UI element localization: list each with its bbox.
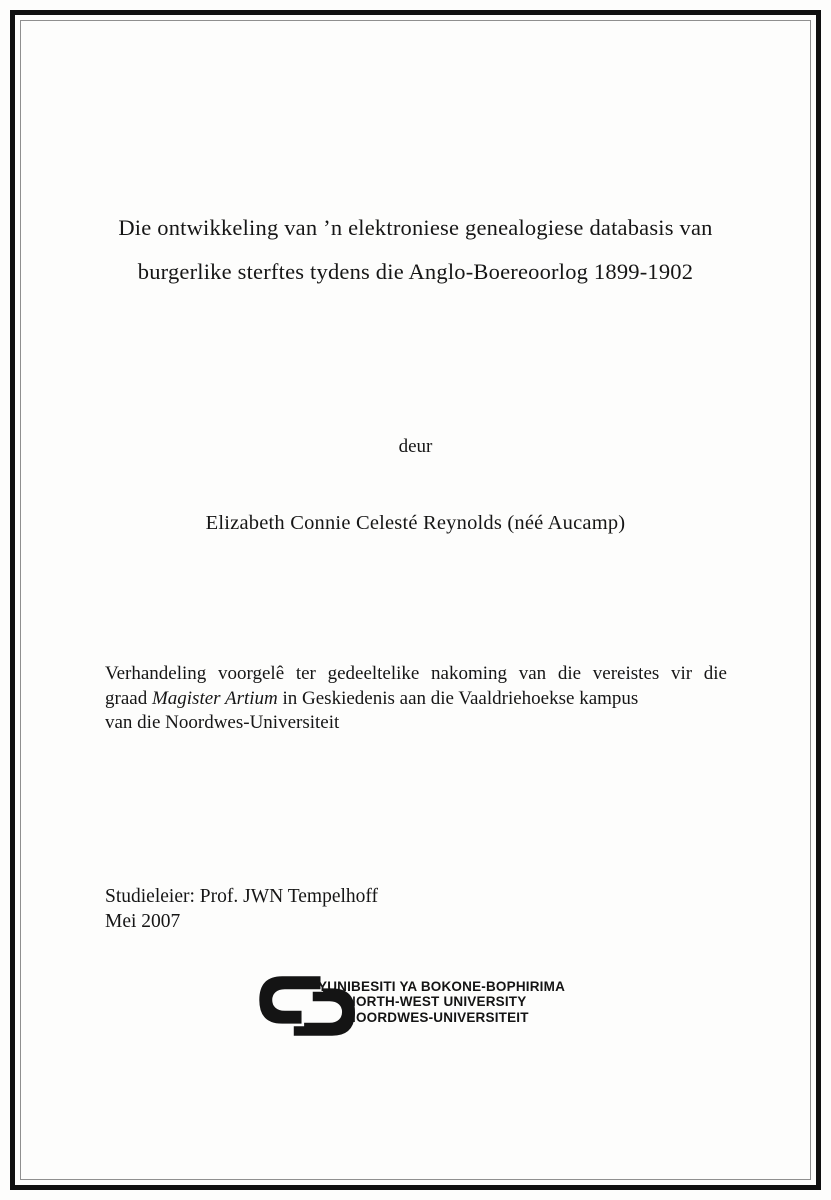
statement-line-1: Verhandeling voorgelê ter gedeeltelike nakoming van die vereistes vir die [105, 663, 727, 684]
university-logo [258, 973, 578, 1049]
date-line: Mei 2007 [105, 910, 181, 932]
university-logo-text [318, 979, 565, 1025]
supervisor-block [105, 885, 378, 934]
statement-line-3: van die Noordwes-Universiteit [105, 712, 340, 733]
logo-line-english: NORTH-WEST UNIVERSITY [346, 994, 527, 1010]
supervisor-line: Studieleier: Prof. JWN Tempelhoff [105, 886, 379, 907]
logo-line-setswana: YUNIBESITI YA BOKONE-BOPHIRIMA [318, 979, 566, 994]
title-line-1: Die ontwikkeling van ’n elektroniese genealogiese databasis van [118, 215, 713, 240]
statement-line-2-prefix: graad [105, 687, 152, 709]
page-title [60, 206, 771, 294]
logo-line-afrikaans: NOORDWES-UNIVERSITEIT [346, 1009, 529, 1025]
degree-name: Magister Artium [151, 687, 278, 709]
author-name: Elizabeth Connie Celesté Reynolds (néé Aucamp) [205, 512, 626, 534]
degree-statement [105, 662, 727, 736]
byline: deur [398, 436, 433, 457]
statement-line-2 [105, 687, 727, 712]
statement-line-2-suffix: in Geskiedenis aan die Vaaldriehoekse kampus [277, 687, 639, 709]
title-line-2: burgerlike sterftes tydens die Anglo-Boereoorlog 1899-1902 [137, 259, 694, 284]
